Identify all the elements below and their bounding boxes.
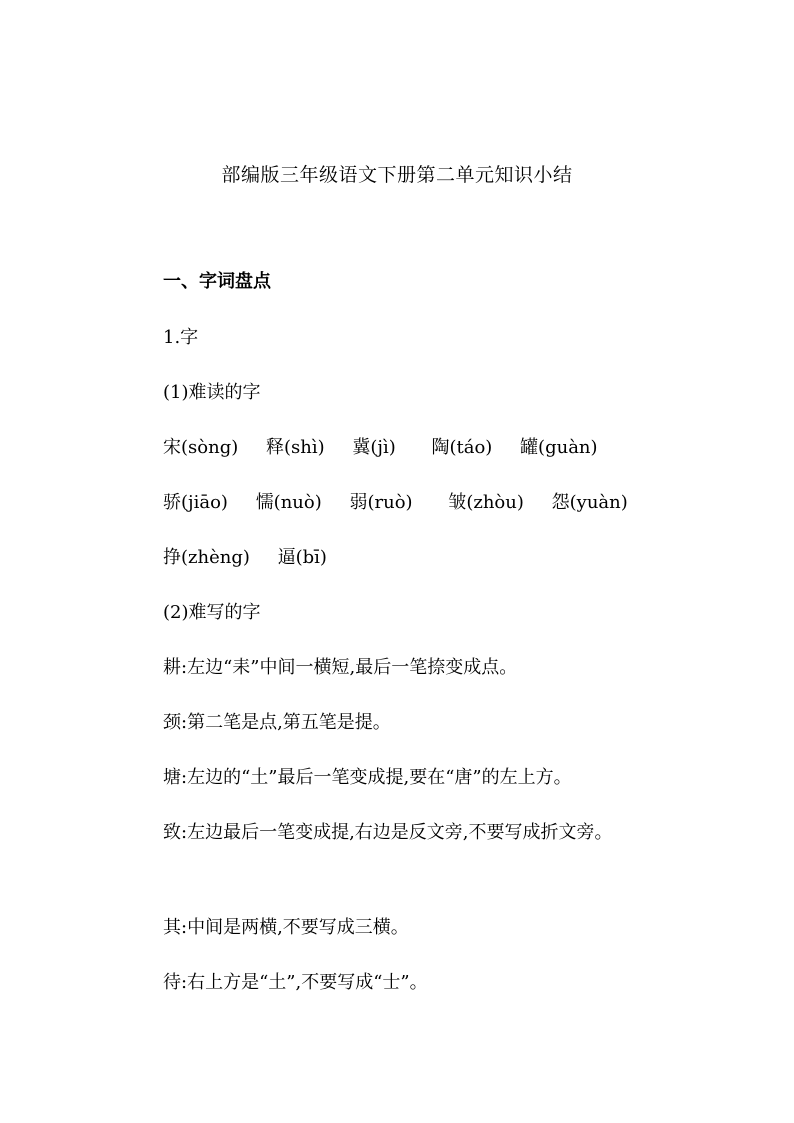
pinyin-item: 懦(nuò) bbox=[255, 492, 322, 513]
hard-write-item: 耕:左边“耒”中间一横短,最后一笔捺变成点。 bbox=[163, 657, 518, 678]
pinyin-item: 皱(zhòu) bbox=[448, 492, 524, 513]
pinyin-row-1 bbox=[163, 436, 620, 460]
hard-write-item: 塘:左边的“土”最后一笔变成提,要在“唐”的左上方。 bbox=[163, 767, 572, 788]
hard-write-label: (2)难写的字 bbox=[163, 602, 261, 623]
pinyin-item: 陶(táo) bbox=[431, 437, 493, 458]
pinyin-item: 宋(sòng) bbox=[163, 437, 239, 458]
pinyin-row-3 bbox=[163, 546, 349, 570]
pinyin-item: 逼(bī) bbox=[277, 547, 327, 568]
page-title: 部编版三年级语文下册第二单元知识小结 bbox=[221, 164, 573, 186]
pinyin-item: 罐(guàn) bbox=[520, 437, 598, 458]
pinyin-row-2 bbox=[163, 491, 650, 515]
pinyin-item: 骄(jiāo) bbox=[163, 492, 228, 513]
pinyin-item: 释(shì) bbox=[265, 437, 325, 458]
pinyin-item: 冀(jì) bbox=[352, 437, 396, 458]
pinyin-item: 弱(ruò) bbox=[349, 492, 413, 513]
hard-write-item: 待:右上方是“土”,不要写成“士”。 bbox=[163, 972, 428, 993]
section-heading: 一、字词盘点 bbox=[163, 271, 271, 292]
subsection-label: 1.字 bbox=[163, 327, 199, 348]
hard-write-item: 其:中间是两横,不要写成三横。 bbox=[163, 917, 409, 938]
hard-write-item: 致:左边最后一笔变成提,右边是反文旁,不要写成折文旁。 bbox=[163, 822, 613, 843]
pinyin-item: 挣(zhèng) bbox=[163, 547, 250, 568]
hard-write-item: 颈:第二笔是点,第五笔是提。 bbox=[163, 712, 391, 733]
pinyin-item: 怨(yuàn) bbox=[551, 492, 628, 513]
hard-read-label: (1)难读的字 bbox=[163, 382, 261, 403]
